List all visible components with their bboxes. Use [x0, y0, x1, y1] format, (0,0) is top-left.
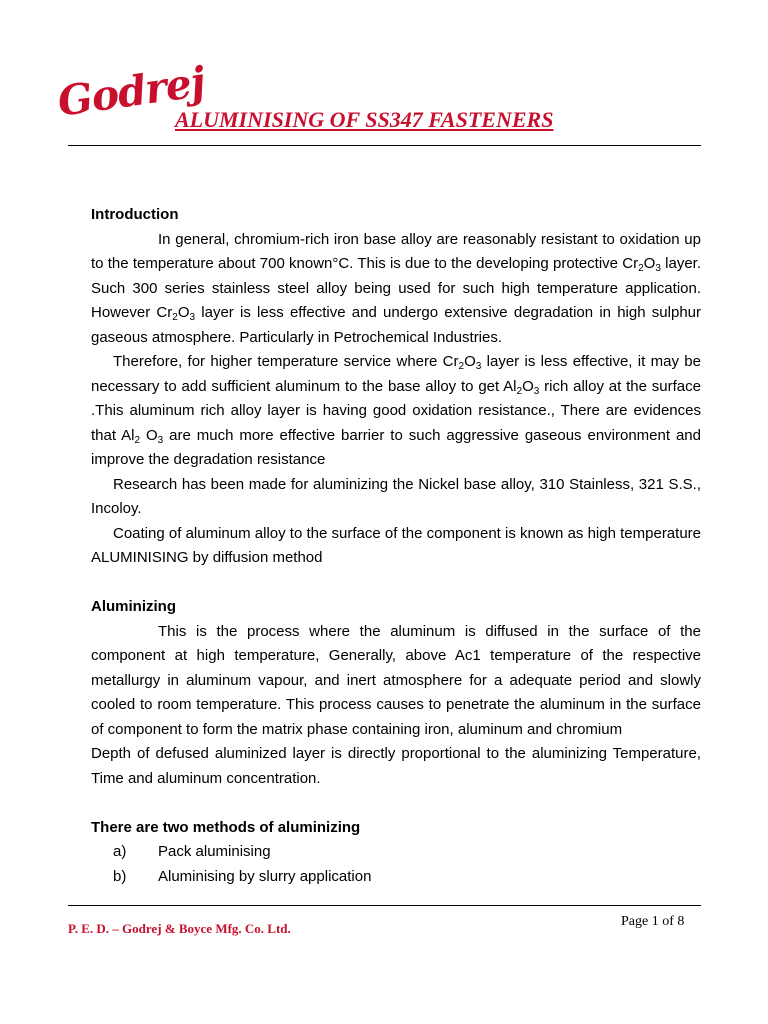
- page-number: Page 1 of 8: [621, 914, 685, 929]
- page-title: ALUMINISING OF SS347 FASTENERS: [175, 107, 554, 132]
- godrej-logo: Godrej: [54, 57, 208, 126]
- intro-paragraph-2: Therefore, for higher temperature service where $Cr_2O_3$ layer is less effective, it may be necessary to add sufficient aluminum to the base alloy to get $Al_2O_3$ rich alloy at the surface .This aluminum rich alloy layer is having good oxidation resistance., There are evidences that $Al_2$ $O_3$ are much more effective barrier to such aggressive gaseous environment and improve the degradation resistance: [91, 353, 701, 468]
- header-divider: [68, 145, 701, 146]
- list-marker: a): [113, 843, 127, 860]
- introduction-heading: Introduction: [91, 206, 179, 223]
- list-item: [91, 840, 701, 865]
- spacer: [91, 791, 701, 816]
- footer-divider: [68, 905, 701, 906]
- aluminizing-paragraph-1: This is the process where the aluminum is diffused in the surface of the component at high temperature, Generally, above Ac1 temperature of the respective metallurgy in aluminum vapour, and inert atmosphere for a adequate period and slowly cooled to room temperature. This process causes to penetrate the aluminum in the surface of component to form the matrix phase containing iron, aluminum and chromium: [91, 622, 701, 738]
- list-item-text: Aluminising by slurry application: [158, 867, 372, 885]
- methods-heading: There are two methods of aluminizing: [91, 818, 361, 836]
- aluminizing-heading: Aluminizing: [91, 598, 176, 615]
- list-item-text: Pack aluminising: [158, 843, 271, 860]
- list-item: [91, 865, 701, 890]
- spacer: [91, 571, 701, 596]
- intro-paragraph-3: Research has been made for aluminizing the Nickel base alloy, 310 Stainless, 321 S.S., Incoloy.: [91, 475, 701, 517]
- footer-company: P. E. D. – Godrej & Boyce Mfg. Co. Ltd.: [68, 921, 291, 936]
- aluminizing-paragraph-2: Depth of defused aluminized layer is directly proportional to the aluminizing Temperature, Time and aluminum concentration.: [91, 745, 701, 787]
- document-body: [91, 203, 701, 889]
- intro-paragraph-1: In general, chromium-rich iron base alloy are reasonably resistant to oxidation up to the temperature about 700 known°C. This is due to the developing protective $Cr_2O_3$ layer. Such 300 series stainless steel alloy being used for such high temperature application. However $Cr_2O_3$ layer is less effective and undergo extensive degradation in high sulphur gaseous atmosphere. Particularly in Petrochemical Industries.: [91, 230, 701, 346]
- intro-paragraph-4: Coating of aluminum alloy to the surface of the component is known as high temperature ALUMINISING by diffusion method: [91, 524, 701, 566]
- list-marker: b): [113, 867, 127, 885]
